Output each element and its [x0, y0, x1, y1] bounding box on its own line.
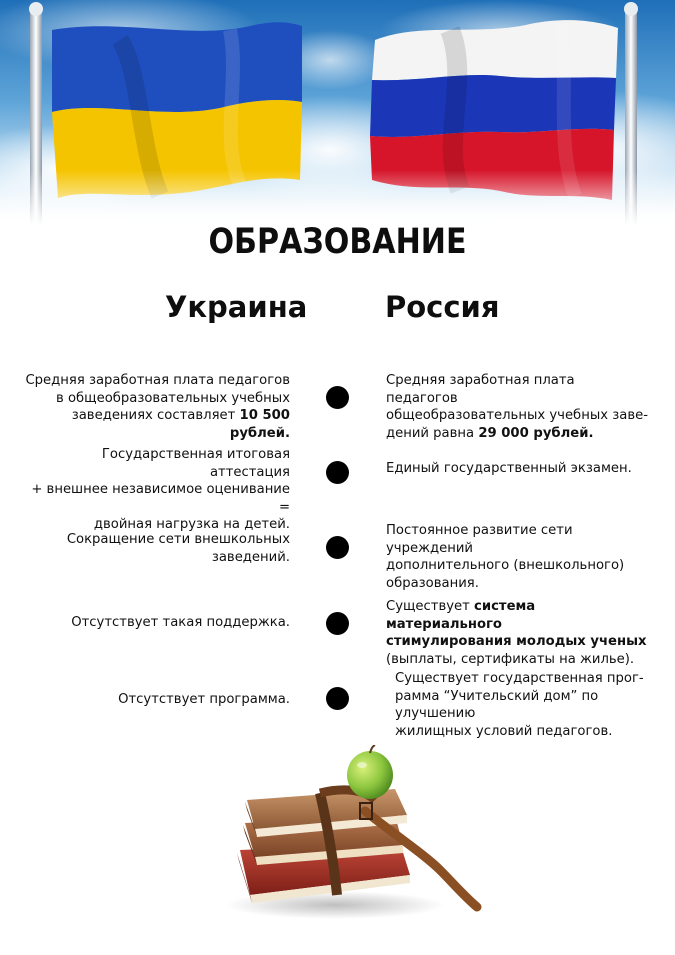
books-apple-illustration	[225, 745, 485, 920]
bullet-dot	[326, 386, 349, 409]
bullet-dot	[326, 687, 349, 710]
ukraine-support-text: Отсутствует такая поддержка.	[71, 615, 290, 630]
flags-illustration	[0, 0, 675, 225]
russia-support-text: Существует система материального стимулирования молодых ученых (выплаты, сертификаты на жилье).	[386, 599, 647, 667]
flags-hero-image	[0, 0, 675, 225]
bullet-dot	[326, 536, 349, 559]
russia-extracurricular-text: Постоянное развитие сети учреждений дополнительного (внешкольного) образования.	[386, 523, 625, 591]
ukraine-exams-text: Государственная итоговая аттестация + внешнее независимое оценивание = двойная нагрузка на детей.	[31, 447, 290, 532]
bullet-dot	[326, 612, 349, 635]
ukraine-extracurricular-text: Сокращение сети внешкольных заведений.	[66, 532, 290, 565]
ukraine-salary-text: Средняя заработная плата педагогов в общеобразовательных учебных заведениях составляет 10 500 рублей.	[25, 373, 290, 441]
russia-exams-text: Единый государственный экзамен.	[386, 461, 632, 476]
column-heading-ukraine: Украина	[165, 290, 308, 324]
ukraine-housing-text: Отсутствует программа.	[118, 692, 290, 707]
bullet-dot	[326, 461, 349, 484]
books-apple-image	[225, 745, 485, 920]
russia-housing-text: Существует государственная прог- рамма “Учительский дом” по улучшению жилищных условий педагогов.	[395, 671, 644, 739]
page-title: ОБРАЗОВАНИЕ	[208, 222, 467, 262]
apple-icon	[347, 745, 393, 799]
russia-salary-text: Средняя заработная плата педагогов общеобразовательных учебных заве- дений равна 29 000 рублей.	[386, 373, 648, 441]
column-heading-russia: Россия	[385, 290, 500, 324]
